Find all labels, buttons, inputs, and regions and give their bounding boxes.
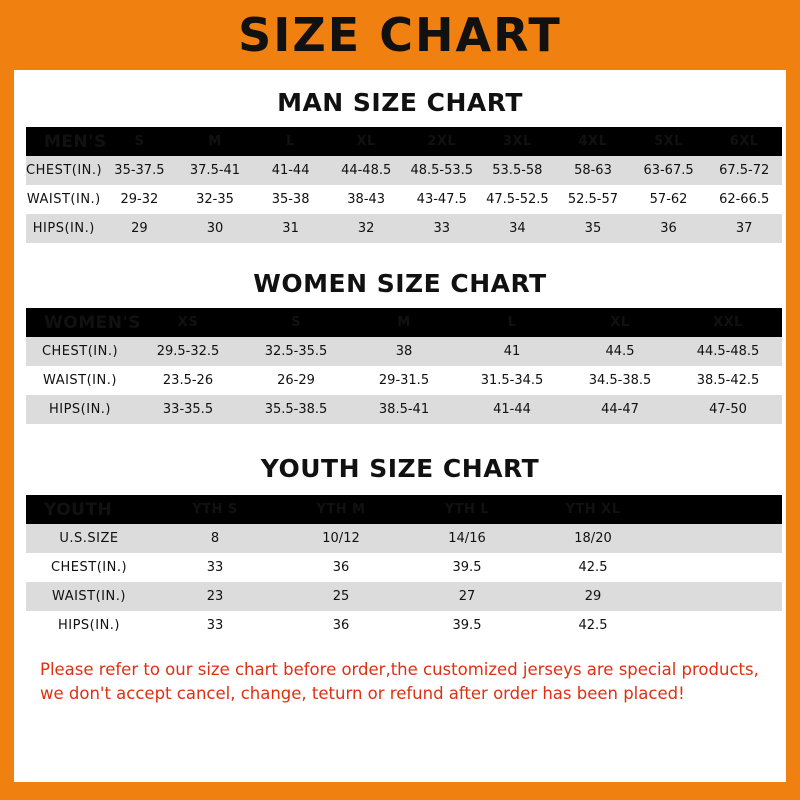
table-cell: 38 xyxy=(350,337,458,366)
column-header: MEN'S xyxy=(26,127,102,156)
table-cell-spacer xyxy=(656,524,782,553)
table-cell: 41-44 xyxy=(253,156,329,185)
table-cell: 8 xyxy=(152,524,278,553)
column-header: YTH XL xyxy=(530,495,656,524)
table-cell: 37.5-41 xyxy=(177,156,253,185)
table-cell: 33 xyxy=(404,214,480,243)
table-cell: 29 xyxy=(530,582,656,611)
table-cell: 34.5-38.5 xyxy=(566,366,674,395)
column-header: WOMEN'S xyxy=(26,308,134,337)
table-cell: 27 xyxy=(404,582,530,611)
man-section-title: MAN SIZE CHART xyxy=(277,88,523,117)
column-header: L xyxy=(458,308,566,337)
table-cell: 41 xyxy=(458,337,566,366)
table-cell: 32-35 xyxy=(177,185,253,214)
row-label: HIPS(IN.) xyxy=(26,395,134,424)
table-cell: 67.5-72 xyxy=(706,156,782,185)
table-cell: 41-44 xyxy=(458,395,566,424)
table-cell: 36 xyxy=(278,553,404,582)
column-header: 4XL xyxy=(555,127,631,156)
table-cell: 48.5-53.5 xyxy=(404,156,480,185)
table-cell: 26-29 xyxy=(242,366,350,395)
column-header: YOUTH xyxy=(26,495,152,524)
column-header: L xyxy=(253,127,329,156)
table-header-row xyxy=(26,127,782,156)
row-label: WAIST(IN.) xyxy=(26,366,134,395)
banner xyxy=(0,0,800,70)
table-header-row xyxy=(26,308,782,337)
table-cell: 35.5-38.5 xyxy=(242,395,350,424)
table-row xyxy=(26,582,782,611)
column-header: 2XL xyxy=(404,127,480,156)
youth-table-head xyxy=(26,495,782,524)
table-cell: 25 xyxy=(278,582,404,611)
table-cell: 43-47.5 xyxy=(404,185,480,214)
table-cell: 35-37.5 xyxy=(102,156,178,185)
row-label: WAIST(IN.) xyxy=(26,185,102,214)
column-header: 6XL xyxy=(706,127,782,156)
table-cell: 57-62 xyxy=(631,185,707,214)
row-label: HIPS(IN.) xyxy=(26,214,102,243)
table-cell: 62-66.5 xyxy=(706,185,782,214)
table-cell: 32.5-35.5 xyxy=(242,337,350,366)
row-label: CHEST(IN.) xyxy=(26,337,134,366)
table-cell: 33-35.5 xyxy=(134,395,242,424)
table-cell: 34 xyxy=(480,214,556,243)
table-cell: 42.5 xyxy=(530,611,656,640)
women-table-body xyxy=(26,337,782,424)
column-header: S xyxy=(102,127,178,156)
table-cell: 35-38 xyxy=(253,185,329,214)
table-cell: 29.5-32.5 xyxy=(134,337,242,366)
table-cell: 10/12 xyxy=(278,524,404,553)
column-header-spacer xyxy=(656,495,782,524)
table-row xyxy=(26,214,782,243)
table-cell: 29-32 xyxy=(102,185,178,214)
table-cell: 37 xyxy=(706,214,782,243)
column-header: YTH M xyxy=(278,495,404,524)
row-label: CHEST(IN.) xyxy=(26,553,152,582)
table-cell: 38.5-42.5 xyxy=(674,366,782,395)
table-cell: 44.5 xyxy=(566,337,674,366)
table-cell: 29 xyxy=(102,214,178,243)
women-table-head xyxy=(26,308,782,337)
table-row xyxy=(26,185,782,214)
youth-section-title: YOUTH SIZE CHART xyxy=(260,454,540,483)
footer-note-line1: Please refer to our size chart before order,the customized jerseys are special products, xyxy=(40,660,759,679)
table-cell: 44-47 xyxy=(566,395,674,424)
table-cell: 63-67.5 xyxy=(631,156,707,185)
column-header: 5XL xyxy=(631,127,707,156)
footer-note-line2: we don't accept cancel, change, teturn or refund after order has been placed! xyxy=(40,683,685,703)
content xyxy=(14,88,786,706)
table-cell: 33 xyxy=(152,611,278,640)
row-label: HIPS(IN.) xyxy=(26,611,152,640)
table-cell: 36 xyxy=(631,214,707,243)
table-row xyxy=(26,156,782,185)
bottom-bar xyxy=(0,782,800,800)
table-cell: 31.5-34.5 xyxy=(458,366,566,395)
row-label: CHEST(IN.) xyxy=(26,156,102,185)
column-header: M xyxy=(350,308,458,337)
table-cell: 38.5-41 xyxy=(350,395,458,424)
table-row xyxy=(26,611,782,640)
column-header: M xyxy=(177,127,253,156)
table-row xyxy=(26,395,782,424)
man-table-head xyxy=(26,127,782,156)
table-cell: 47-50 xyxy=(674,395,782,424)
row-label: U.S.SIZE xyxy=(26,524,152,553)
table-cell: 39.5 xyxy=(404,553,530,582)
table-cell: 58-63 xyxy=(555,156,631,185)
man-size-table xyxy=(26,127,782,243)
table-cell: 23.5-26 xyxy=(134,366,242,395)
column-header: S xyxy=(242,308,350,337)
column-header: XS xyxy=(134,308,242,337)
table-cell: 30 xyxy=(177,214,253,243)
column-header: 3XL xyxy=(480,127,556,156)
table-cell-spacer xyxy=(656,553,782,582)
table-cell-spacer xyxy=(656,582,782,611)
column-header: XL xyxy=(328,127,404,156)
table-cell: 53.5-58 xyxy=(480,156,556,185)
man-table-body xyxy=(26,156,782,243)
table-row xyxy=(26,337,782,366)
page-title: SIZE CHART xyxy=(238,8,562,62)
table-row xyxy=(26,524,782,553)
table-cell: 38-43 xyxy=(328,185,404,214)
table-cell: 18/20 xyxy=(530,524,656,553)
table-cell: 14/16 xyxy=(404,524,530,553)
women-section-title: WOMEN SIZE CHART xyxy=(253,269,547,298)
women-size-table xyxy=(26,308,782,424)
table-cell: 33 xyxy=(152,553,278,582)
column-header: YTH S xyxy=(152,495,278,524)
column-header: XL xyxy=(566,308,674,337)
table-cell: 36 xyxy=(278,611,404,640)
table-row xyxy=(26,553,782,582)
footer-note xyxy=(40,658,760,706)
table-cell: 47.5-52.5 xyxy=(480,185,556,214)
table-cell: 44.5-48.5 xyxy=(674,337,782,366)
table-cell-spacer xyxy=(656,611,782,640)
table-row xyxy=(26,366,782,395)
table-cell: 44-48.5 xyxy=(328,156,404,185)
table-cell: 42.5 xyxy=(530,553,656,582)
youth-size-table xyxy=(26,495,782,640)
table-header-row xyxy=(26,495,782,524)
column-header: XXL xyxy=(674,308,782,337)
youth-table-body xyxy=(26,524,782,640)
table-cell: 29-31.5 xyxy=(350,366,458,395)
row-label: WAIST(IN.) xyxy=(26,582,152,611)
table-cell: 32 xyxy=(328,214,404,243)
column-header: YTH L xyxy=(404,495,530,524)
table-cell: 35 xyxy=(555,214,631,243)
table-cell: 52.5-57 xyxy=(555,185,631,214)
table-cell: 39.5 xyxy=(404,611,530,640)
table-cell: 23 xyxy=(152,582,278,611)
table-cell: 31 xyxy=(253,214,329,243)
